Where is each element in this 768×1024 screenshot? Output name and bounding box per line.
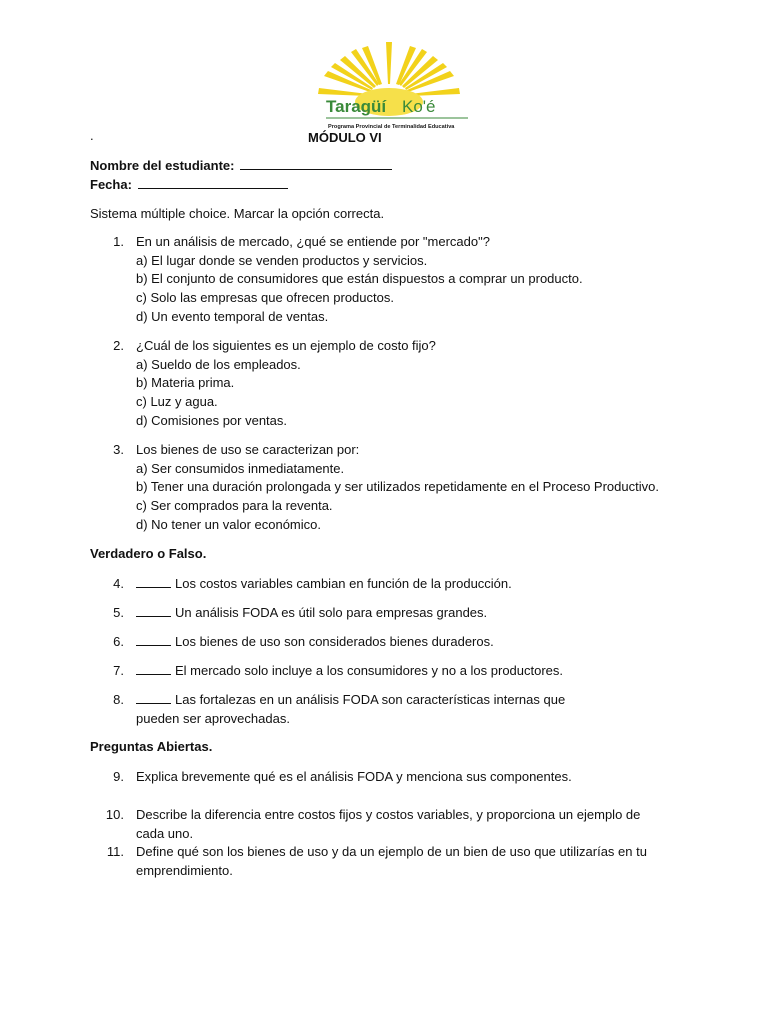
tf-item-6 (90, 633, 680, 652)
item-text: Las fortalezas en un análisis FODA son características internas que pueden ser aprovechadas. (136, 692, 566, 726)
item-text: Un análisis FODA es útil solo para empresas grandes. (175, 605, 488, 620)
tf-item-7 (90, 662, 680, 681)
sun-logo-icon (298, 40, 480, 132)
svg-text:Ko'é: Ko'é (402, 97, 436, 116)
question-text: ¿Cuál de los siguientes es un ejemplo de costo fijo? (136, 338, 436, 353)
question-number: 3. (113, 442, 124, 457)
option-b[interactable]: b) El conjunto de consumidores que están dispuestos a comprar un producto. (136, 271, 583, 287)
item-text: Los bienes de uso son considerados bienes duraderos. (175, 634, 494, 649)
question-2 (90, 337, 680, 431)
option-a[interactable]: a) Sueldo de los empleados. (136, 356, 301, 372)
tf-item-8 (90, 691, 610, 728)
answer-blank[interactable] (136, 575, 171, 588)
svg-text:Taragüí: Taragüí (326, 97, 387, 116)
tf-item-5 (90, 604, 680, 623)
option-b[interactable]: b) Materia prima. (136, 375, 235, 391)
answer-blank[interactable] (136, 691, 171, 704)
question-text: En un análisis de mercado, ¿qué se entiende por "mercado"? (136, 234, 490, 249)
tf-item-4 (90, 575, 680, 594)
option-c[interactable]: c) Luz y agua. (136, 394, 218, 410)
answer-blank[interactable] (136, 662, 171, 675)
item-text: El mercado solo incluye a los consumidores y no a los productores. (175, 663, 564, 678)
item-text: Los costos variables cambian en función de la producción. (175, 576, 512, 591)
answer-blank[interactable] (136, 604, 171, 617)
open-question-9 (90, 768, 680, 787)
item-number: 4. (113, 576, 124, 591)
item-number: 8. (113, 692, 124, 707)
true-false-title: Verdadero o Falso. (90, 546, 207, 561)
student-name-field[interactable] (90, 157, 392, 173)
item-text: Define qué son los bienes de uso y da un ejemplo de un bien de uso que utilizarías en tu emprendimiento. (136, 844, 647, 878)
item-number: 6. (113, 634, 124, 649)
open-question-10 (90, 806, 660, 843)
item-number: 9. (113, 769, 124, 784)
item-text: Explica brevemente qué es el análisis FODA y menciona sus componentes. (136, 769, 572, 784)
student-name-blank[interactable] (240, 157, 392, 170)
option-d[interactable]: d) Comisiones por ventas. (136, 412, 288, 428)
open-questions-title: Preguntas Abiertas. (90, 739, 213, 754)
program-logo (298, 40, 480, 132)
question-1 (90, 233, 680, 327)
item-number: 10. (105, 807, 124, 822)
svg-text:Programa Provincial de Termina: Programa Provincial de Terminalidad Educativa (328, 124, 455, 130)
item-text: Describe la diferencia entre costos fijos y costos variables, y proporciona un ejemplo de cada uno. (136, 807, 641, 841)
option-b[interactable]: b) Tener una duración prolongada y ser utilizados repetidamente en el Proceso Productivo. (136, 479, 659, 495)
open-question-11 (90, 843, 660, 880)
answer-blank[interactable] (136, 633, 171, 646)
mc-instruction: Sistema múltiple choice. Marcar la opción correcta. (90, 206, 385, 221)
option-c[interactable]: c) Ser comprados para la reventa. (136, 498, 333, 514)
date-label: Fecha: (90, 177, 132, 192)
question-number: 1. (113, 234, 124, 249)
option-d[interactable]: d) Un evento temporal de ventas. (136, 308, 329, 324)
question-number: 2. (113, 338, 124, 353)
module-title: MÓDULO VI (308, 130, 382, 145)
question-3 (90, 441, 680, 535)
option-d[interactable]: d) No tener un valor económico. (136, 516, 321, 532)
option-c[interactable]: c) Solo las empresas que ofrecen productos. (136, 290, 394, 306)
student-name-label: Nombre del estudiante: (90, 158, 235, 173)
question-text: Los bienes de uso se caracterizan por: (136, 442, 360, 457)
item-number: 5. (113, 605, 124, 620)
item-number: 11. (106, 844, 124, 859)
stray-dot: . (90, 128, 94, 143)
item-number: 7. (113, 663, 124, 678)
option-a[interactable]: a) El lugar donde se venden productos y servicios. (136, 252, 428, 268)
option-a[interactable]: a) Ser consumidos inmediatamente. (136, 460, 345, 476)
date-field[interactable] (90, 176, 288, 192)
date-blank[interactable] (138, 176, 288, 189)
